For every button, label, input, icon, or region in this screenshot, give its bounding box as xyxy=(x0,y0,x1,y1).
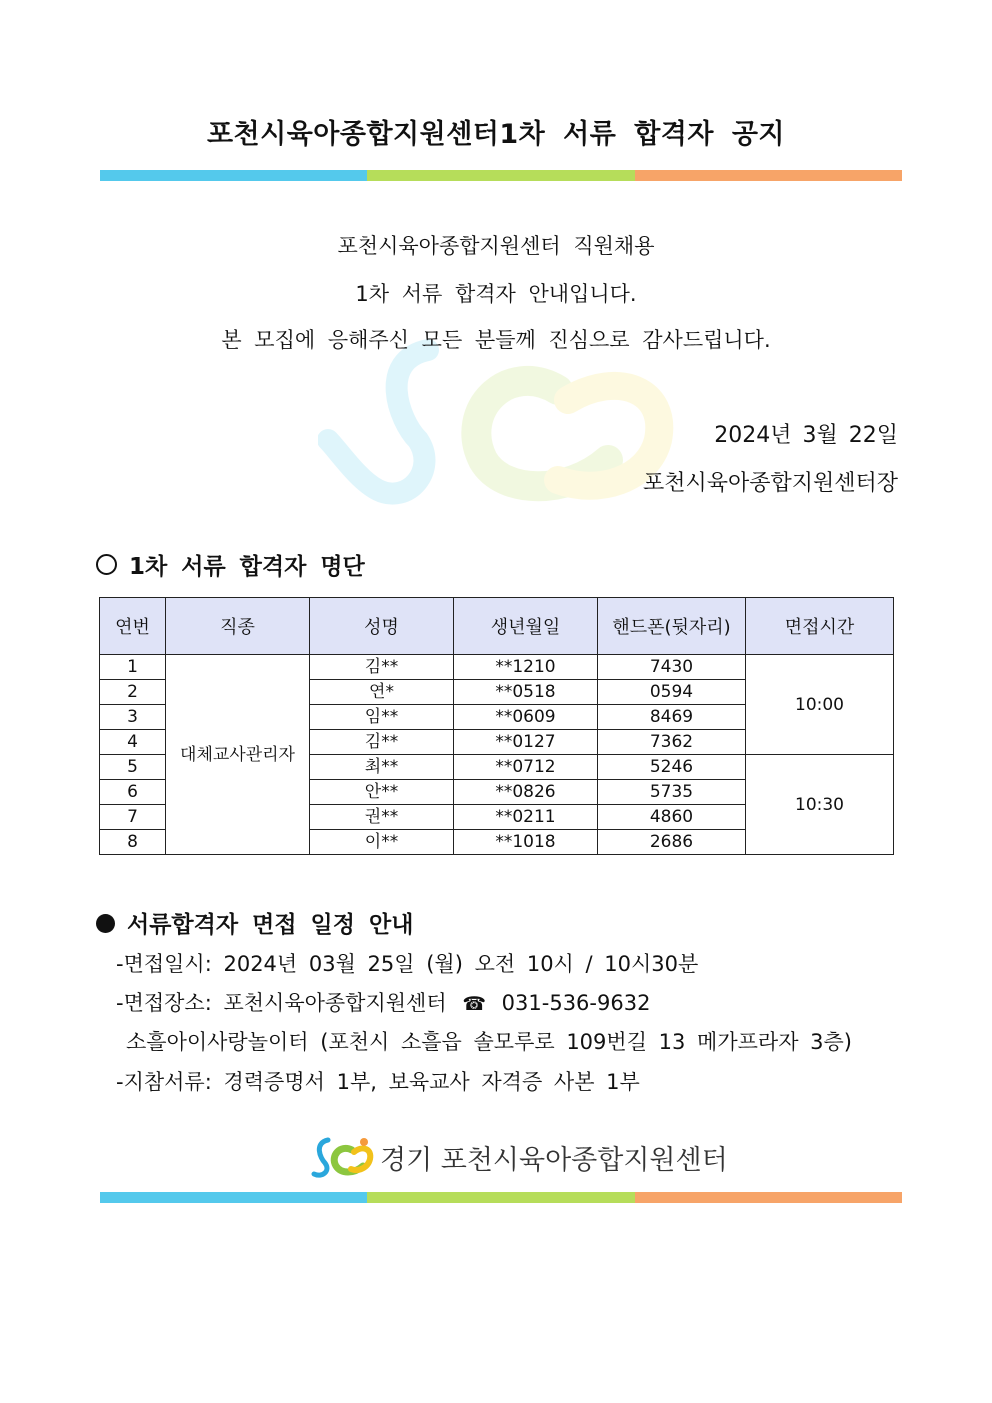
filled-circle-icon xyxy=(96,914,115,933)
cell-phone: 5246 xyxy=(598,755,746,780)
cell-phone: 8469 xyxy=(598,705,746,730)
watermark-logo-icon xyxy=(318,330,698,510)
color-divider-top xyxy=(100,170,902,181)
cell-time: 10:30 xyxy=(746,755,894,855)
header-no: 연번 xyxy=(100,598,166,655)
intro-line-1: 포천시육아종합지원센터 직원채용 xyxy=(337,234,655,258)
interview-heading-text: 서류합격자 면접 일정 안내 xyxy=(127,912,414,938)
cell-name: 권** xyxy=(310,805,454,830)
cell-no: 1 xyxy=(100,655,166,680)
cell-phone: 5735 xyxy=(598,780,746,805)
divider-green xyxy=(367,1192,634,1203)
cell-phone: 0594 xyxy=(598,680,746,705)
divider-green xyxy=(367,170,634,181)
notice-date: 2024년 3월 22일 xyxy=(714,423,898,448)
header-phone: 핸드폰(뒷자리) xyxy=(598,598,746,655)
cell-no: 4 xyxy=(100,730,166,755)
cell-time: 10:00 xyxy=(746,655,894,755)
cell-birth: **0712 xyxy=(454,755,598,780)
cell-phone: 4860 xyxy=(598,805,746,830)
divider-blue xyxy=(100,1192,367,1203)
cell-phone: 7362 xyxy=(598,730,746,755)
intro-line-2: 1차 서류 합격자 안내입니다. xyxy=(355,282,637,306)
footer-org-name: 경기 포천시육아종합지원센터 xyxy=(380,1144,728,1176)
cell-no: 8 xyxy=(100,830,166,855)
cell-birth: **0518 xyxy=(454,680,598,705)
cell-birth: **0211 xyxy=(454,805,598,830)
cell-job: 대체교사관리자 xyxy=(166,655,310,855)
interview-phone: 031-536-9632 xyxy=(501,991,651,1015)
cell-no: 7 xyxy=(100,805,166,830)
intro-line-3: 본 모집에 응해주신 모든 분들께 진심으로 감사드립니다. xyxy=(221,328,771,352)
telephone-icon: ☎ xyxy=(462,993,486,1015)
interview-heading xyxy=(96,906,413,939)
cell-no: 5 xyxy=(100,755,166,780)
cell-name: 김** xyxy=(310,730,454,755)
cell-name: 최** xyxy=(310,755,454,780)
header-job: 직종 xyxy=(166,598,310,655)
roster-heading-text: 1차 서류 합격자 명단 xyxy=(129,554,365,580)
cell-no: 3 xyxy=(100,705,166,730)
cell-birth: **0609 xyxy=(454,705,598,730)
cell-name: 김** xyxy=(310,655,454,680)
signer: 포천시육아종합지원센터장 xyxy=(642,471,898,496)
cell-name: 연* xyxy=(310,680,454,705)
cell-phone: 7430 xyxy=(598,655,746,680)
cell-no: 6 xyxy=(100,780,166,805)
interview-datetime: -면접일시: 2024년 03월 25일 (월) 오전 10시 / 10시30분 xyxy=(116,952,699,976)
interview-documents: -지참서류: 경력증명서 1부, 보육교사 자격증 사본 1부 xyxy=(116,1070,640,1094)
table-row xyxy=(100,655,894,680)
hollow-circle-icon xyxy=(96,554,117,575)
header-birth: 생년월일 xyxy=(454,598,598,655)
header-time: 면접시간 xyxy=(746,598,894,655)
cell-name: 임** xyxy=(310,705,454,730)
interview-place-text: -면접장소: 포천시육아종합지원센터 xyxy=(116,991,447,1015)
interview-place xyxy=(116,987,650,1017)
roster-table xyxy=(99,597,894,855)
header-name: 성명 xyxy=(310,598,454,655)
roster-heading xyxy=(96,548,365,581)
center-logo-icon xyxy=(308,1134,374,1180)
cell-birth: **0127 xyxy=(454,730,598,755)
divider-orange xyxy=(635,170,902,181)
cell-phone: 2686 xyxy=(598,830,746,855)
divider-orange xyxy=(635,1192,902,1203)
cell-no: 2 xyxy=(100,680,166,705)
footer-logo xyxy=(308,1134,728,1180)
page-title: 포천시육아종합지원센터1차 서류 합격자 공지 xyxy=(206,119,786,150)
table-header-row xyxy=(100,598,894,655)
cell-name: 이** xyxy=(310,830,454,855)
interview-address: 소흘아이사랑놀이터 (포천시 소흘읍 솔모루로 109번길 13 메가프라자 3층) xyxy=(126,1030,852,1054)
divider-blue xyxy=(100,170,367,181)
cell-birth: **1210 xyxy=(454,655,598,680)
cell-birth: **1018 xyxy=(454,830,598,855)
color-divider-bottom xyxy=(100,1192,902,1203)
cell-name: 안** xyxy=(310,780,454,805)
cell-birth: **0826 xyxy=(454,780,598,805)
